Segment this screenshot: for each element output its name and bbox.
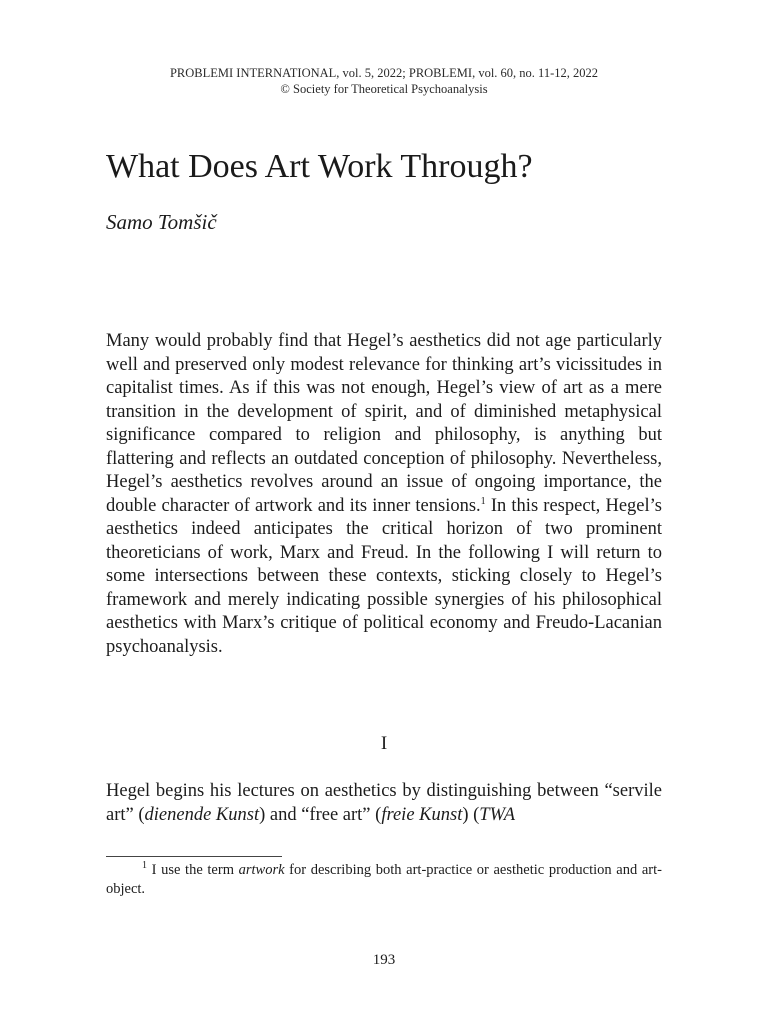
footnote bbox=[106, 861, 662, 899]
page-number: 193 bbox=[372, 952, 396, 968]
footnote-mark: 1 bbox=[142, 860, 147, 872]
journal-citation: PROBLEMI INTERNATIONAL, vol. 5, 2022; PROBLEMI, vol. 60, no. 11-12, 2022 bbox=[169, 66, 598, 80]
footnote-reference[interactable]: 1 bbox=[480, 495, 486, 507]
copyright-line: © Society for Theoretical Psychoanalysis bbox=[280, 82, 488, 96]
footnote-text-2: for describing both art-practice or aesthetic production and art-object. bbox=[106, 862, 662, 897]
intro-paragraph bbox=[106, 330, 662, 659]
section-heading: I bbox=[380, 733, 388, 754]
article-title: What Does Art Work Through? bbox=[106, 148, 533, 185]
footnote-emphasis: artwork bbox=[238, 862, 285, 878]
section-italic-3: TWA bbox=[479, 804, 516, 825]
section-italic-1: dienende Kunst bbox=[144, 804, 260, 825]
journal-header bbox=[0, 65, 768, 97]
footnote-divider bbox=[106, 856, 282, 857]
section-paragraph bbox=[106, 780, 662, 827]
section-text-2: ) and “free art” ( bbox=[259, 804, 382, 825]
intro-text-part2: In this respect, Hegel’s aesthetics indeed anticipates the critical horizon of two prominent theoreticians of work, Marx and Freud. In the following I will return to some intersections between these contexts, sticking closely to Hegel’s framework and merely indicating possible synergies of his philosophical aesthetics with Marx’s critique of political economy and Freudo-Lacanian psychoanalysis. bbox=[106, 495, 662, 657]
intro-text-part1: Many would probably find that Hegel’s aesthetics did not age particularly well and preserved only modest relevance for thinking art’s vicissitudes in capitalist times. As if this was not enough, Hegel’s view of art as a mere transition in the development of spirit, and of diminished metaphysical significance compared to religion and philosophy, is anything but flattering and reflects an outdated conception of philosophy. Nevertheless, Hegel’s aesthetics revolves around an issue of ongoing importance, the double character of artwork and its inner tensions. bbox=[106, 331, 662, 516]
section-italic-2: freie Kunst bbox=[381, 804, 463, 825]
section-text-3: ) ( bbox=[462, 804, 480, 825]
section-text-1: Hegel begins his lectures on aesthetics by distinguishing between “servile art” ( bbox=[106, 781, 662, 825]
footnote-text-1: I use the term bbox=[147, 862, 239, 878]
article-author: Samo Tomšič bbox=[106, 210, 217, 234]
